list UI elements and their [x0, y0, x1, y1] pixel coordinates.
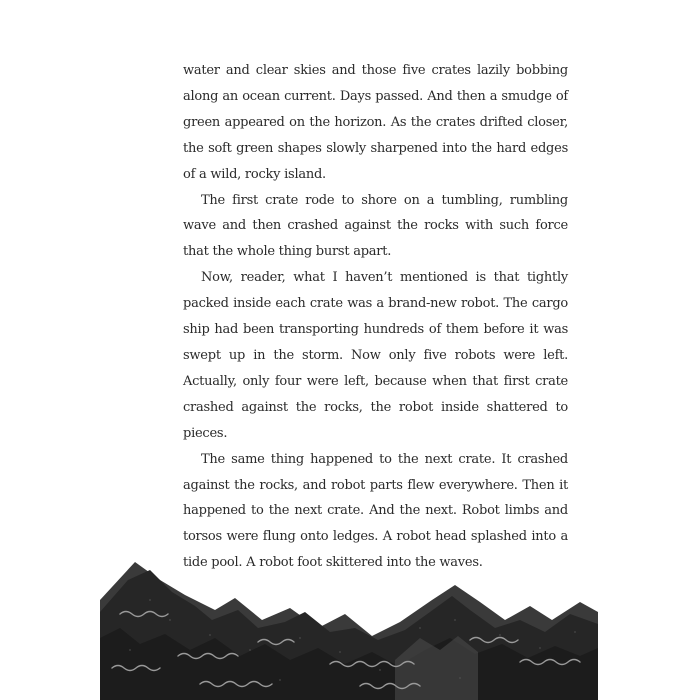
paragraph-1: water and clear skies and those five crates lazily bobbing along an ocean current. Days passed. And then a smudge of green appeared on the horizon. As the crates drifted closer, the soft green shapes slowly sharpened into the hard edges of a wild, rocky island.	[183, 63, 568, 182]
paragraph-2: The first crate rode to shore on a tumbling, rumbling wave and then crashed against the rocks with such force that the whole thing burst apart.	[183, 192, 568, 260]
paragraph-3: Now, reader, what I haven’t mentioned is that tightly packed inside each crate was a brand-new robot. The cargo ship had been transporting hundreds of them before it was swept up in the storm. Now only five robots were left. Actually, only four were left, because when that first crate crashed against the rocks, the robot inside shattered to pieces.	[183, 270, 568, 441]
ocean-waves-illustration	[0, 540, 700, 700]
body-text	[183, 58, 568, 576]
paragraph-4: The same thing happened to the next crate. It crashed against the rocks, and robot parts flew everywhere. Then it happened to the next crate. And the next. Robot limbs and torsos were flung onto ledges. A robot head splashed into a tide pool. A robot foot skittered into the waves.	[183, 451, 568, 571]
